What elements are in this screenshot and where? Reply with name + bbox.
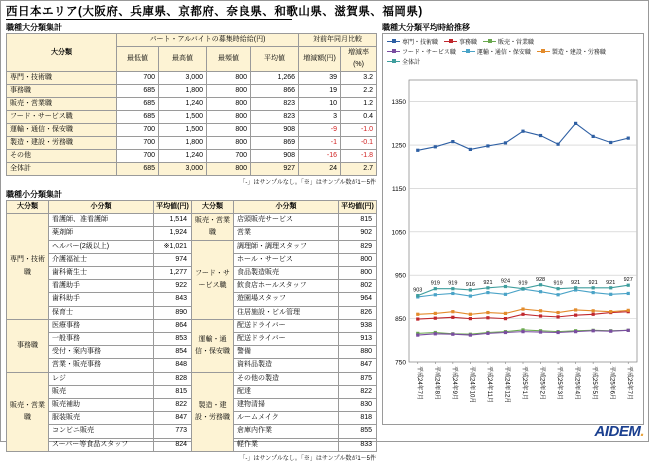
header-max: 最高値 — [159, 47, 207, 72]
row-rate: 2.2 — [341, 85, 377, 98]
row-diff: -16 — [299, 150, 341, 163]
svg-text:924: 924 — [500, 278, 511, 285]
row-mode: 800 — [207, 72, 251, 85]
svg-text:919: 919 — [553, 280, 563, 287]
sub-value: 822 — [339, 385, 377, 398]
section1-title: 職種大分類集計 — [6, 23, 62, 32]
right-column — [382, 22, 644, 425]
sub-value: 848 — [154, 359, 192, 372]
sub-label: 配達 — [234, 385, 339, 398]
row-rate: 3.2 — [341, 72, 377, 85]
row-rate: 1.2 — [341, 98, 377, 111]
group-label: 販売・営業職 — [192, 214, 234, 240]
legend-label: フード・サービス職 — [402, 50, 456, 56]
sub-label: 医療事務 — [49, 319, 154, 332]
row-min: 700 — [117, 137, 159, 150]
legend-marker-icon — [537, 48, 550, 55]
sub-value: 828 — [154, 372, 192, 385]
svg-text:919: 919 — [448, 280, 458, 287]
legend-marker-icon — [462, 48, 475, 55]
sub-label: 住居施設・ビル管理 — [234, 306, 339, 319]
row-rate: -0.1 — [341, 137, 377, 150]
group-label: 事務職 — [7, 319, 49, 372]
row-max: 1,800 — [159, 85, 207, 98]
sub-value: 938 — [339, 319, 377, 332]
row-mode: 800 — [207, 98, 251, 111]
sub-label: 配送ドライバー — [234, 319, 339, 332]
legend-item — [444, 37, 477, 46]
sub-value: 773 — [154, 425, 192, 438]
legend-label: 販売・営業職 — [498, 40, 535, 46]
sub-label: 介護福祉士 — [49, 253, 154, 266]
sub-value: 800 — [339, 253, 377, 266]
legend-marker-icon — [387, 38, 400, 45]
row-diff: -9 — [299, 124, 341, 137]
svg-text:916: 916 — [465, 281, 475, 288]
sub-label: スーパー等食品スタッフ — [49, 438, 154, 451]
left-column — [6, 22, 378, 462]
legend-marker-icon — [387, 58, 400, 65]
sub-value: 826 — [339, 306, 377, 319]
row-diff: 39 — [299, 72, 341, 85]
row-category: 事務職 — [7, 85, 117, 98]
sub-value: 854 — [154, 346, 192, 359]
total-rate: 2.7 — [341, 163, 377, 176]
svg-text:平成25年5月: 平成25年5月 — [591, 366, 598, 401]
sub-value: 830 — [339, 399, 377, 412]
legend-item — [387, 57, 420, 66]
legend-marker-icon — [483, 38, 496, 45]
sub-value: 853 — [154, 333, 192, 346]
total-min: 685 — [117, 163, 159, 176]
total-avg: 927 — [251, 163, 299, 176]
sub-label: 保育士 — [49, 306, 154, 319]
section1-note: 「-」はサンプルなし。「※」はサンプル数が1～5件 — [239, 180, 376, 186]
row-min: 700 — [117, 124, 159, 137]
svg-text:850: 850 — [395, 316, 406, 324]
sub-label: 倉庫内作業 — [234, 425, 339, 438]
sub-label: 営業・販売事務 — [49, 359, 154, 372]
chart-legend — [387, 37, 639, 67]
header-diff: 増減額(円) — [299, 47, 341, 72]
line-chart-svg — [383, 74, 643, 424]
row-avg: 866 — [251, 85, 299, 98]
row-mode: 800 — [207, 137, 251, 150]
sub-label: 服装販売 — [49, 412, 154, 425]
table-header-row — [7, 201, 377, 214]
sub-label: 食品製造販売 — [234, 267, 339, 280]
row-max: 1,240 — [159, 150, 207, 163]
svg-text:921: 921 — [483, 279, 493, 286]
table-row — [7, 85, 377, 98]
sub-label: ルームメイク — [234, 412, 339, 425]
group-label: 販売・営業職 — [7, 372, 49, 451]
sub-label: ホール・サービス — [234, 253, 339, 266]
row-diff: 10 — [299, 98, 341, 111]
sub-label: 調理師・調理スタッフ — [234, 240, 339, 253]
header-big-right: 大分類 — [192, 201, 234, 214]
sub-label: 販売補助 — [49, 399, 154, 412]
row-category: 専門・技術職 — [7, 72, 117, 85]
table-row — [7, 150, 377, 163]
row-avg: 908 — [251, 124, 299, 137]
svg-text:平成24年11月: 平成24年11月 — [485, 366, 492, 403]
svg-text:平成25年6月: 平成25年6月 — [608, 366, 615, 401]
sub-label: 配送ドライバー — [234, 333, 339, 346]
legend-item — [387, 37, 438, 46]
svg-text:750: 750 — [395, 359, 406, 367]
sub-label: 一般事務 — [49, 333, 154, 346]
svg-text:919: 919 — [518, 280, 528, 287]
table-row — [7, 372, 377, 385]
legend-label: 専門・技術職 — [402, 40, 439, 46]
svg-text:1150: 1150 — [392, 185, 406, 193]
header-avg-right: 平均値(円) — [339, 201, 377, 214]
svg-text:平成25年2月: 平成25年2月 — [538, 366, 545, 401]
row-mode: 800 — [207, 111, 251, 124]
header-mode: 最頻値 — [207, 47, 251, 72]
total-category: 全体計 — [7, 163, 117, 176]
legend-label: 運輸・通信・保安職 — [476, 50, 531, 56]
sub-value: 818 — [339, 412, 377, 425]
minor-category-table — [6, 200, 377, 452]
sub-value: 855 — [339, 425, 377, 438]
legend-label: 事務職 — [459, 40, 478, 46]
svg-text:919: 919 — [430, 280, 440, 287]
row-category: 製造・建設・労務職 — [7, 137, 117, 150]
sub-value: 802 — [339, 280, 377, 293]
row-mode: 800 — [207, 85, 251, 98]
header-small-right: 小分類 — [234, 201, 339, 214]
sub-label: 薬剤師 — [49, 227, 154, 240]
legend-label: 全体計 — [402, 60, 421, 66]
brand-logo: AIDEM. — [594, 423, 644, 440]
row-max: 3,000 — [159, 72, 207, 85]
svg-text:1250: 1250 — [391, 142, 406, 150]
svg-text:平成25年4月: 平成25年4月 — [573, 366, 580, 401]
legend-item — [462, 47, 531, 56]
sub-value: 864 — [154, 319, 192, 332]
table-row — [7, 319, 377, 332]
group-label: 製造・建設・労務職 — [192, 372, 234, 451]
sub-label: ヘルパー(2級以上) — [49, 240, 154, 253]
svg-text:平成24年8月: 平成24年8月 — [433, 366, 440, 401]
sub-label: 警備 — [234, 346, 339, 359]
svg-text:平成24年12月: 平成24年12月 — [503, 366, 510, 404]
sub-value: 822 — [154, 399, 192, 412]
sub-label: 遊園場スタッフ — [234, 293, 339, 306]
svg-text:950: 950 — [395, 272, 406, 280]
row-avg: 823 — [251, 111, 299, 124]
row-max: 1,800 — [159, 137, 207, 150]
sub-value: 843 — [154, 293, 192, 306]
table-row — [7, 124, 377, 137]
svg-text:1050: 1050 — [391, 229, 406, 237]
sub-label: 看護師、准看護師 — [49, 214, 154, 227]
section2-title: 職種小分類集計 — [6, 190, 62, 199]
row-rate: -1.8 — [341, 150, 377, 163]
svg-text:平成25年7月: 平成25年7月 — [626, 366, 633, 401]
svg-text:928: 928 — [535, 276, 546, 283]
title-underline — [6, 19, 292, 20]
svg-text:平成25年1月: 平成25年1月 — [521, 366, 527, 401]
row-min: 685 — [117, 111, 159, 124]
sub-label: 歯科衛生士 — [49, 267, 154, 280]
row-category: その他 — [7, 150, 117, 163]
section2-note: 「-」はサンプルなし。「※」はサンプル数が1～5件 — [239, 455, 376, 462]
sub-label: その他の製造 — [234, 372, 339, 385]
sub-value: 890 — [154, 306, 192, 319]
row-rate: 0.4 — [341, 111, 377, 124]
row-avg: 869 — [251, 137, 299, 150]
row-diff: 19 — [299, 85, 341, 98]
sub-value: 1,514 — [154, 214, 192, 227]
svg-text:921: 921 — [606, 279, 616, 286]
table-row — [7, 214, 377, 227]
header-group-wage: パート・アルバイトの募集時給給(円) — [117, 34, 299, 47]
sub-value: 913 — [339, 333, 377, 346]
svg-text:平成24年9月: 平成24年9月 — [450, 366, 457, 401]
sub-label: 資料品製造 — [234, 359, 339, 372]
sub-label: 営業 — [234, 227, 339, 240]
sub-value: 824 — [154, 438, 192, 451]
sub-value: 1,277 — [154, 267, 192, 280]
sub-label: 飲食店ホールスタッフ — [234, 280, 339, 293]
sub-value: 829 — [339, 240, 377, 253]
header-big-left: 大分類 — [7, 201, 49, 214]
sub-label: 建物清掃 — [234, 399, 339, 412]
table-header-row-1 — [7, 34, 377, 47]
header-small-left: 小分類 — [49, 201, 154, 214]
header-rate: 増減率(%) — [341, 47, 377, 72]
group-label: 運輸・通信・保安職 — [192, 319, 234, 372]
row-max: 1,240 — [159, 98, 207, 111]
header-category: 大分類 — [7, 34, 117, 72]
row-max: 1,500 — [159, 124, 207, 137]
header-group-yoy: 対前年同月比較 — [299, 34, 377, 47]
sub-value: 833 — [339, 438, 377, 451]
legend-marker-icon — [387, 48, 400, 55]
svg-text:平成25年3月: 平成25年3月 — [556, 366, 563, 401]
legend-item — [387, 47, 456, 56]
sub-label: 店頭販売サービス — [234, 214, 339, 227]
row-min: 685 — [117, 85, 159, 98]
row-diff: 3 — [299, 111, 341, 124]
header-avg: 平均値 — [251, 47, 299, 72]
sub-value: 875 — [339, 372, 377, 385]
svg-text:921: 921 — [588, 279, 598, 286]
row-category: 運輸・通信・保安職 — [7, 124, 117, 137]
row-rate: -1.0 — [341, 124, 377, 137]
major-category-table — [6, 33, 377, 176]
legend-marker-icon — [444, 38, 457, 45]
svg-text:1350: 1350 — [391, 99, 406, 107]
chart-container — [382, 33, 644, 425]
group-label: 専門・技術職 — [7, 214, 49, 320]
svg-text:927: 927 — [623, 277, 633, 284]
row-min: 700 — [117, 72, 159, 85]
svg-text:平成24年10月: 平成24年10月 — [468, 366, 475, 404]
total-max: 3,000 — [159, 163, 207, 176]
total-mode: 800 — [207, 163, 251, 176]
sub-value: ※1,021 — [154, 240, 192, 253]
row-mode: 700 — [207, 150, 251, 163]
sub-label: 販売 — [49, 385, 154, 398]
table-row — [7, 137, 377, 150]
sub-value: 964 — [339, 293, 377, 306]
row-avg: 823 — [251, 98, 299, 111]
row-avg: 1,266 — [251, 72, 299, 85]
table-row — [7, 240, 377, 253]
table-row — [7, 111, 377, 124]
row-mode: 800 — [207, 124, 251, 137]
svg-text:921: 921 — [571, 279, 581, 286]
chart-title: 職種大分類平均時給推移 — [382, 23, 470, 32]
sub-value: 902 — [339, 227, 377, 240]
sub-label: コンビニ販売 — [49, 425, 154, 438]
sub-label: レジ — [49, 372, 154, 385]
legend-item — [537, 47, 606, 56]
svg-text:903: 903 — [413, 287, 423, 294]
total-diff: 24 — [299, 163, 341, 176]
sub-value: 974 — [154, 253, 192, 266]
sub-value: 880 — [339, 346, 377, 359]
page-title: 西日本エリア(大阪府、兵庫県、京都府、奈良県、和歌山県、滋賀県、福岡県) — [6, 6, 423, 18]
legend-item — [483, 37, 534, 46]
sub-label: 歯科助手 — [49, 293, 154, 306]
header-min: 最低値 — [117, 47, 159, 72]
sub-value: 922 — [154, 280, 192, 293]
chart-plot-area — [383, 74, 643, 424]
row-max: 1,500 — [159, 111, 207, 124]
sub-value: 815 — [339, 214, 377, 227]
table-row — [7, 72, 377, 85]
table-row — [7, 98, 377, 111]
row-min: 685 — [117, 98, 159, 111]
header-avg-left: 平均値(円) — [154, 201, 192, 214]
sub-value: 815 — [154, 385, 192, 398]
row-min: 700 — [117, 150, 159, 163]
sub-label: 看護助手 — [49, 280, 154, 293]
sub-value: 847 — [339, 359, 377, 372]
row-avg: 908 — [251, 150, 299, 163]
sub-value: 1,924 — [154, 227, 192, 240]
row-category: 販売・営業職 — [7, 98, 117, 111]
group-label: フード・サービス職 — [192, 240, 234, 319]
svg-text:平成24年7月: 平成24年7月 — [415, 366, 422, 401]
sub-label: 受付・案内事務 — [49, 346, 154, 359]
sub-value: 847 — [154, 412, 192, 425]
legend-label: 製造・建設・労務職 — [551, 50, 606, 56]
table-total-row — [7, 163, 377, 176]
row-category: フード・サービス職 — [7, 111, 117, 124]
row-diff: -1 — [299, 137, 341, 150]
sub-label: 軽作業 — [234, 438, 339, 451]
sub-value: 800 — [339, 267, 377, 280]
